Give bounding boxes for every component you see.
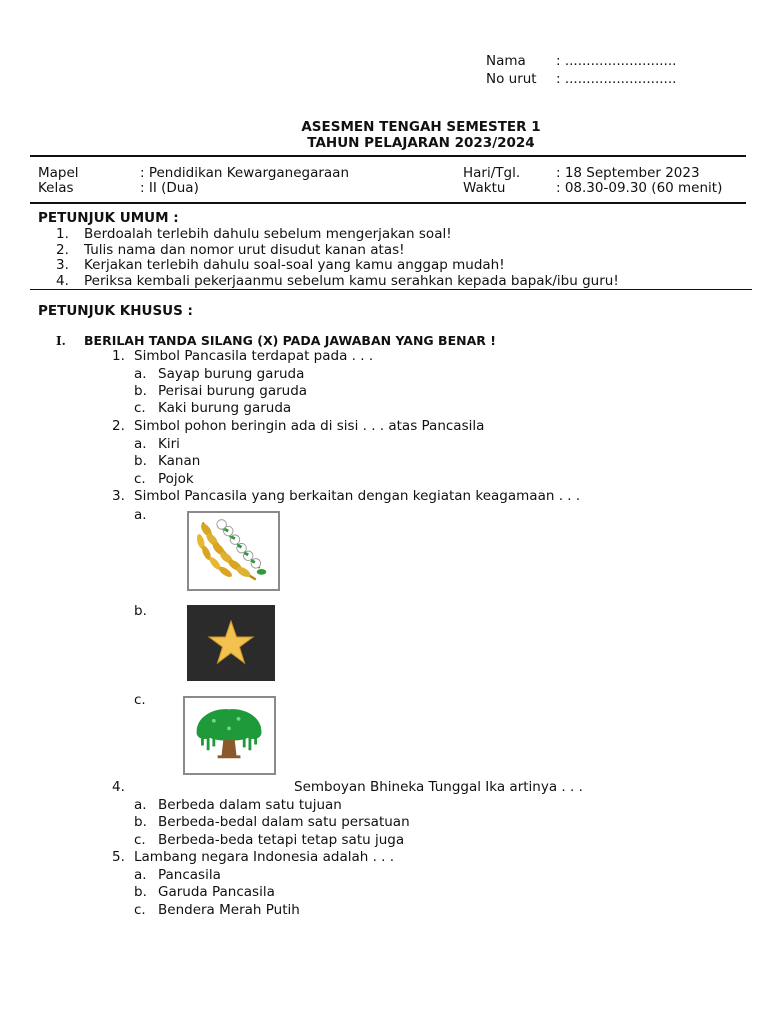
kelas-value: : II (Dua) [140, 180, 199, 196]
name-label: Nama [486, 53, 526, 69]
q2-option-a-letter[interactable]: a. [134, 436, 147, 452]
q2-option-c-letter[interactable]: c. [134, 471, 146, 487]
divider-info [30, 202, 746, 204]
q2-option-c[interactable]: Pojok [158, 471, 194, 487]
name-field[interactable]: : .......................... [556, 53, 677, 69]
banyan-tree-icon[interactable] [183, 696, 276, 775]
hari-label: Hari/Tgl. [463, 165, 521, 181]
q2-option-a[interactable]: Kiri [158, 436, 180, 452]
star-drawing [187, 605, 275, 681]
divider-top [30, 155, 746, 157]
kelas-label: Kelas [38, 180, 74, 196]
title-line-2: TAHUN PELAJARAN 2023/2024 [307, 135, 535, 151]
general-item-1: Berdoalah terlebih dahulu sebelum mengerjakan soal! [84, 226, 452, 242]
number-field[interactable]: : .......................... [556, 71, 677, 87]
general-item-3: Kerjakan terlebih dahulu soal-soal yang kamu anggap mudah! [84, 257, 505, 273]
hari-value: : 18 September 2023 [556, 165, 700, 181]
question-5-text: Lambang negara Indonesia adalah . . . [134, 849, 395, 865]
special-heading: PETUNJUK KHUSUS : [38, 303, 193, 319]
q1-option-c-letter[interactable]: c. [134, 400, 146, 416]
divider-general [30, 289, 752, 290]
rice-cotton-drawing [189, 513, 278, 589]
q1-option-a-letter[interactable]: a. [134, 366, 147, 382]
q4-option-a[interactable]: Berbeda dalam satu tujuan [158, 797, 342, 813]
q1-option-b[interactable]: Perisai burung garuda [158, 383, 308, 399]
waktu-value: : 08.30-09.30 (60 menit) [556, 180, 723, 196]
q5-option-b[interactable]: Garuda Pancasila [158, 884, 275, 900]
number-label: No urut [486, 71, 537, 87]
mapel-label: Mapel [38, 165, 79, 181]
q4-option-b[interactable]: Berbeda-bedal dalam satu persatuan [158, 814, 410, 830]
q5-option-a-letter[interactable]: a. [134, 867, 147, 883]
general-heading: PETUNJUK UMUM : [38, 210, 179, 226]
question-1-text: Simbol Pancasila terdapat pada . . . [134, 348, 374, 364]
q3-option-b-letter[interactable]: b. [134, 603, 147, 619]
question-1-number: 1. [112, 348, 125, 364]
mapel-value: : Pendidikan Kewarganegaraan [140, 165, 350, 181]
waktu-label: Waktu [463, 180, 506, 196]
banyan-tree-drawing [185, 698, 274, 773]
general-num-2: 2. [56, 242, 69, 258]
general-num-3: 3. [56, 257, 69, 273]
q5-option-a[interactable]: Pancasila [158, 867, 221, 883]
section-number: I. [56, 334, 66, 348]
q2-option-b[interactable]: Kanan [158, 453, 201, 469]
question-4-text: Semboyan Bhineka Tunggal Ika artinya . . . [294, 779, 583, 795]
general-num-1: 1. [56, 226, 69, 242]
star-icon[interactable] [187, 605, 275, 681]
question-3-number: 3. [112, 488, 125, 504]
question-4-number: 4. [112, 779, 125, 795]
q3-option-c-letter[interactable]: c. [134, 692, 146, 708]
q4-option-b-letter[interactable]: b. [134, 814, 147, 830]
q3-option-a-letter[interactable]: a. [134, 507, 147, 523]
question-5-number: 5. [112, 849, 125, 865]
q1-option-a[interactable]: Sayap burung garuda [158, 366, 305, 382]
q5-option-b-letter[interactable]: b. [134, 884, 147, 900]
title-line-1: ASESMEN TENGAH SEMESTER 1 [301, 119, 541, 135]
section-title: BERILAH TANDA SILANG (X) PADA JAWABAN YANG BENAR ! [84, 333, 496, 348]
rice-cotton-icon[interactable] [187, 511, 280, 591]
question-2-text: Simbol pohon beringin ada di sisi . . . atas Pancasila [134, 418, 485, 434]
q4-option-c[interactable]: Berbeda-beda tetapi tetap satu juga [158, 832, 405, 848]
question-3-text: Simbol Pancasila yang berkaitan dengan kegiatan keagamaan . . . [134, 488, 581, 504]
question-2-number: 2. [112, 418, 125, 434]
q5-option-c[interactable]: Bendera Merah Putih [158, 902, 300, 918]
q2-option-b-letter[interactable]: b. [134, 453, 147, 469]
q4-option-a-letter[interactable]: a. [134, 797, 147, 813]
general-item-4: Periksa kembali pekerjaanmu sebelum kamu serahkan kepada bapak/ibu guru! [84, 273, 619, 289]
general-item-2: Tulis nama dan nomor urut disudut kanan atas! [84, 242, 405, 258]
q4-option-c-letter[interactable]: c. [134, 832, 146, 848]
q5-option-c-letter[interactable]: c. [134, 902, 146, 918]
q1-option-c[interactable]: Kaki burung garuda [158, 400, 292, 416]
general-num-4: 4. [56, 273, 69, 289]
q1-option-b-letter[interactable]: b. [134, 383, 147, 399]
